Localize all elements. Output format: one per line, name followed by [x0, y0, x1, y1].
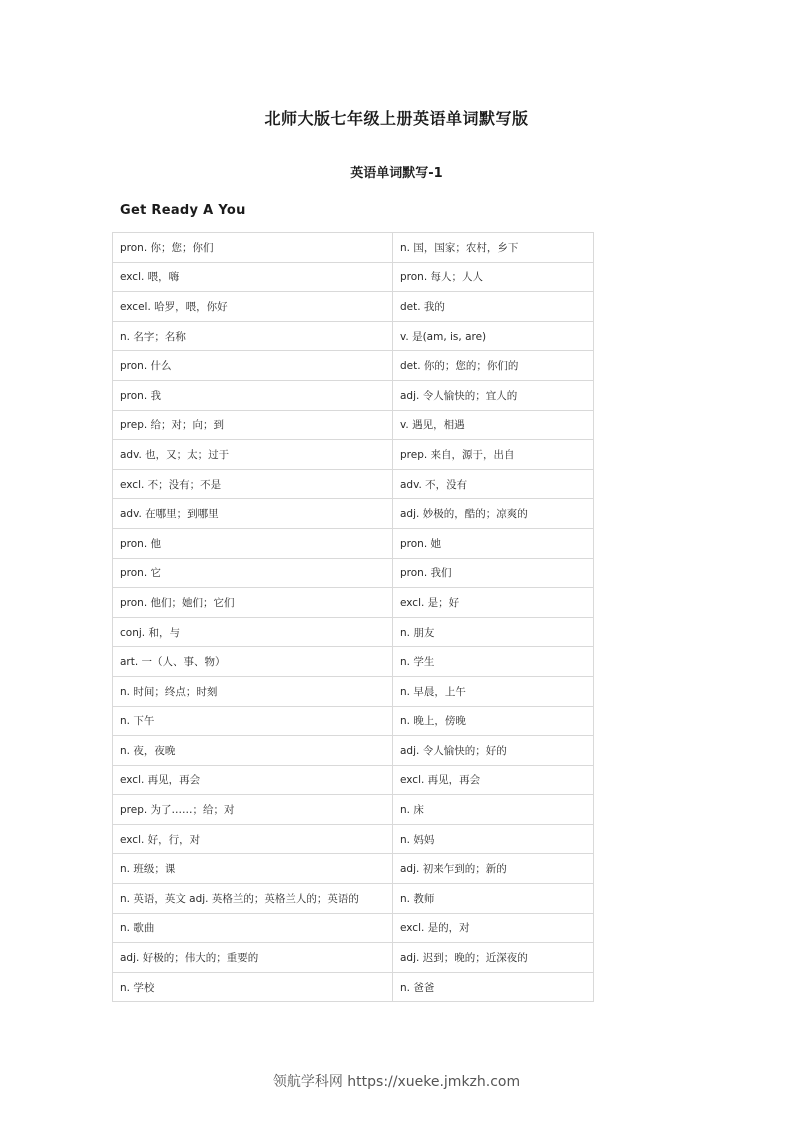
page-subtitle: 英语单词默写-1	[350, 166, 443, 181]
table-cell-right: pron. 我们	[393, 558, 594, 588]
table-cell-left: prep. 给；对；向；到	[113, 410, 393, 440]
table-cell-left: pron. 你；您；你们	[113, 233, 393, 263]
table-cell-right: det. 我的	[393, 292, 594, 322]
table-row	[113, 795, 594, 825]
vocabulary-table	[112, 232, 594, 1002]
table-cell-right: n. 早晨，上午	[393, 676, 594, 706]
table-row	[113, 321, 594, 351]
table-cell-right: pron. 她	[393, 528, 594, 558]
table-row	[113, 292, 594, 322]
table-cell-left: art. 一（人、事、物）	[113, 647, 393, 677]
table-cell-right: adj. 迟到；晚的；近深夜的	[393, 943, 594, 973]
section-heading: Get Ready A You	[120, 203, 246, 218]
table-cell-left: n. 歌曲	[113, 913, 393, 943]
table-cell-right: excl. 再见，再会	[393, 765, 594, 795]
table-cell-left: pron. 他们；她们；它们	[113, 588, 393, 618]
table-row	[113, 736, 594, 766]
table-cell-right: n. 学生	[393, 647, 594, 677]
table-row	[113, 410, 594, 440]
table-cell-left: pron. 我	[113, 380, 393, 410]
table-cell-right: n. 爸爸	[393, 972, 594, 1002]
table-cell-left: excl. 不；没有；不是	[113, 469, 393, 499]
table-cell-left: n. 学校	[113, 972, 393, 1002]
table-cell-left: excl. 喂，嗨	[113, 262, 393, 292]
table-cell-left: pron. 什么	[113, 351, 393, 381]
table-cell-right: v. 遇见，相遇	[393, 410, 594, 440]
table-row	[113, 617, 594, 647]
table-cell-left: n. 下午	[113, 706, 393, 736]
table-row	[113, 351, 594, 381]
table-row	[113, 233, 594, 263]
page-title: 北师大版七年级上册英语单词默写版	[264, 109, 529, 128]
table-cell-right: adj. 妙极的，酷的；凉爽的	[393, 499, 594, 529]
table-row	[113, 558, 594, 588]
table-row	[113, 380, 594, 410]
table-row	[113, 854, 594, 884]
table-cell-right: n. 晚上，傍晚	[393, 706, 594, 736]
table-cell-left: n. 名字；名称	[113, 321, 393, 351]
table-cell-left: n. 夜，夜晚	[113, 736, 393, 766]
table-row	[113, 499, 594, 529]
table-cell-right: excl. 是的，对	[393, 913, 594, 943]
table-cell-right: excl. 是；好	[393, 588, 594, 618]
table-cell-right: adj. 初来乍到的；新的	[393, 854, 594, 884]
table-cell-right: n. 朋友	[393, 617, 594, 647]
table-cell-left: pron. 他	[113, 528, 393, 558]
table-cell-right: det. 你的；您的；你们的	[393, 351, 594, 381]
table-cell-right: n. 床	[393, 795, 594, 825]
table-cell-left: excl. 好，行，对	[113, 824, 393, 854]
table-cell-left: n. 班级；课	[113, 854, 393, 884]
table-row	[113, 884, 594, 914]
table-cell-right: pron. 每人；人人	[393, 262, 594, 292]
table-cell-right: prep. 来自，源于，出自	[393, 440, 594, 470]
table-row	[113, 588, 594, 618]
table-cell-right: adj. 令人愉快的；好的	[393, 736, 594, 766]
table-cell-left: n. 时间；终点；时刻	[113, 676, 393, 706]
table-row	[113, 676, 594, 706]
table-row	[113, 913, 594, 943]
table-row	[113, 765, 594, 795]
table-row	[113, 943, 594, 973]
table-cell-left: adj. 好极的；伟大的；重要的	[113, 943, 393, 973]
table-cell-right: n. 国，国家；农村，乡下	[393, 233, 594, 263]
table-cell-left: conj. 和，与	[113, 617, 393, 647]
table-cell-left: n. 英语，英文 adj. 英格兰的；英格兰人的；英语的	[113, 884, 393, 914]
table-cell-left: prep. 为了……；给；对	[113, 795, 393, 825]
footer-watermark: 领航学科网 https://xueke.jmkzh.com	[272, 1074, 521, 1090]
table-cell-left: adv. 在哪里；到哪里	[113, 499, 393, 529]
table-cell-left: excl. 再见，再会	[113, 765, 393, 795]
table-row	[113, 972, 594, 1002]
vocabulary-table-body	[113, 233, 594, 1002]
table-row	[113, 824, 594, 854]
table-cell-right: n. 妈妈	[393, 824, 594, 854]
table-cell-right: adj. 令人愉快的；宜人的	[393, 380, 594, 410]
table-row	[113, 528, 594, 558]
table-row	[113, 440, 594, 470]
table-row	[113, 647, 594, 677]
table-row	[113, 469, 594, 499]
table-cell-right: v. 是(am, is, are)	[393, 321, 594, 351]
table-cell-right: adv. 不，没有	[393, 469, 594, 499]
table-row	[113, 706, 594, 736]
table-cell-left: pron. 它	[113, 558, 393, 588]
table-cell-left: adv. 也，又；太；过于	[113, 440, 393, 470]
table-cell-left: excel. 哈罗，喂，你好	[113, 292, 393, 322]
table-cell-right: n. 教师	[393, 884, 594, 914]
table-row	[113, 262, 594, 292]
